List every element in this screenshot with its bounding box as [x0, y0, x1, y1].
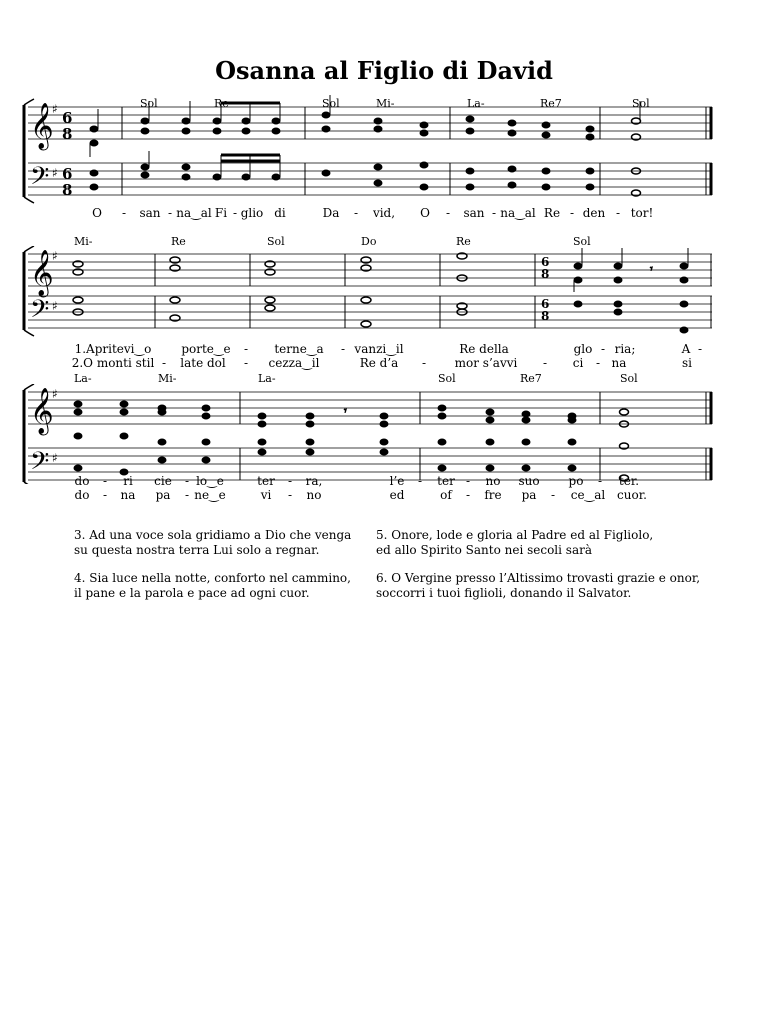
sharp-icon: ♯ — [52, 387, 58, 401]
lyric-syllable: fre — [484, 488, 502, 502]
lyric-syllable: po — [568, 474, 584, 488]
lyric-syllable: Fi — [214, 206, 228, 220]
verse-line: 4. Sia luce nella notte, conforto nel cammino, — [74, 571, 351, 585]
chord-symbol: Re7 — [540, 97, 562, 110]
page-title: Osanna al Figlio di David — [215, 56, 553, 85]
time-signature: 6 — [62, 109, 73, 127]
lyric-syllable: - — [167, 206, 173, 220]
lyric-syllable: ria; — [614, 342, 636, 356]
lyric-syllable: si — [682, 356, 692, 370]
chord-symbol: Sol — [140, 97, 158, 110]
verse-3 — [74, 528, 374, 558]
lyric-syllable: - — [600, 342, 606, 356]
lyric-syllable: - — [697, 342, 703, 356]
lyric-syllable: vi — [260, 488, 272, 502]
chord-symbol: Sol — [632, 97, 650, 110]
lyric-syllable: - — [353, 206, 359, 220]
chord-symbol: Do — [361, 235, 377, 248]
sharp-icon: ♯ — [52, 249, 58, 263]
lyric-syllable: ri — [123, 474, 133, 488]
lyric-syllable: - — [421, 356, 427, 370]
lyric-syllable: na — [120, 488, 136, 502]
lyric-syllable: - — [287, 474, 293, 488]
lyric-syllable: - — [445, 206, 451, 220]
lyric-syllable: - — [597, 474, 603, 488]
lyric-syllable: Re della — [459, 342, 509, 356]
lyric-syllable: O — [420, 206, 430, 220]
verse-line: 6. O Vergine presso l’Altissimo trovasti grazie e onor, — [376, 571, 701, 585]
sharp-icon: ♯ — [52, 166, 58, 180]
verse-line: ed allo Spirito Santo nei secoli sarà — [376, 543, 592, 557]
lyric-syllable: di — [274, 206, 286, 220]
chord-symbol: La- — [467, 97, 485, 110]
bass-staff — [28, 296, 712, 328]
chord-symbol: Re7 — [520, 372, 542, 385]
sharp-icon: ♯ — [52, 451, 58, 465]
lyric-syllable: - — [340, 342, 346, 356]
lyric-syllable: - — [465, 488, 471, 502]
verse-4 — [74, 571, 374, 601]
svg-text:8: 8 — [541, 309, 550, 323]
lyric-syllable: - — [615, 206, 621, 220]
chord-symbol: Sol — [620, 372, 638, 385]
lyric-syllable: - — [287, 488, 293, 502]
lyric-syllable: - — [542, 356, 548, 370]
lyric-syllable: A — [681, 342, 691, 356]
lyric-syllable: - — [121, 206, 127, 220]
lyric-syllable: no — [306, 488, 322, 502]
svg-text:𝄾: 𝄾 — [344, 406, 347, 417]
lyric-syllable: do — [74, 488, 90, 502]
lyric-syllable: ter — [437, 474, 455, 488]
lyric-syllable: lo‿e — [196, 474, 224, 488]
lyric-syllable: cezza‿il — [268, 356, 320, 370]
lyric-syllable: san — [463, 206, 485, 220]
chord-symbol: Sol — [438, 372, 456, 385]
lyric-syllable: porte‿e — [181, 342, 231, 356]
lyric-syllable: ter — [257, 474, 275, 488]
lyric-syllable: ra, — [305, 474, 323, 488]
treble-clef-icon: 𝄞 — [30, 388, 54, 434]
system-1-staves — [0, 95, 768, 205]
lyric-syllable: - — [184, 474, 190, 488]
lyric-syllable: glio — [240, 206, 264, 220]
lyric-syllable: cuor. — [617, 488, 647, 502]
lyric-syllable: O — [92, 206, 102, 220]
bass-staff — [28, 163, 712, 195]
lyric-syllable: terne‿a — [274, 342, 324, 356]
system-2-staves — [0, 246, 768, 346]
verse-5 — [376, 528, 676, 558]
treble-clef-icon: 𝄞 — [30, 103, 54, 149]
chord-symbol: La- — [74, 372, 92, 385]
chord-symbol: Sol — [573, 235, 591, 248]
lyric-syllable: l’e — [389, 474, 405, 488]
lyric-syllable: san — [139, 206, 161, 220]
time-signature — [541, 255, 549, 323]
time-signature: 8 — [62, 181, 73, 199]
lyric-syllable: Re — [543, 206, 561, 220]
verse-6 — [376, 571, 701, 601]
lyric-syllable: - — [161, 356, 167, 370]
lyric-syllable: ne‿e — [194, 488, 226, 502]
lyric-syllable: - — [184, 488, 190, 502]
verse-line: il pane e la parola e pace ad ogni cuor. — [74, 586, 310, 600]
lyric-syllable: - — [491, 206, 497, 220]
svg-text:𝄾: 𝄾 — [650, 264, 653, 275]
time-signature: 6 — [62, 165, 73, 183]
treble-staff — [28, 392, 712, 424]
verse-line: soccorri i tuoi figlioli, donando il Salvator. — [376, 586, 632, 600]
lyric-syllable: of — [440, 488, 452, 502]
bass-clef-icon: 𝄢 — [30, 162, 50, 197]
svg-text:8: 8 — [541, 267, 550, 281]
lyric-syllable: ed — [389, 488, 405, 502]
chord-symbol: Sol — [267, 235, 285, 248]
chord-symbol: Re — [171, 235, 186, 248]
lyric-syllable: - — [243, 342, 249, 356]
lyric-syllable: pa — [155, 488, 171, 502]
lyric-syllable: - — [569, 206, 575, 220]
chord-symbol: Re — [456, 235, 471, 248]
bass-notes — [90, 151, 641, 196]
chord-symbol: La- — [258, 372, 276, 385]
chord-symbol: Sol — [322, 97, 340, 110]
lyric-syllable: 2.O monti stil — [71, 356, 155, 370]
lyric-syllable: Da — [322, 206, 340, 220]
lyric-syllable: cie — [154, 474, 172, 488]
chord-symbol: Mi- — [74, 235, 93, 248]
lyric-syllable: - — [232, 206, 238, 220]
lyric-syllable: den — [582, 206, 606, 220]
bass-clef-icon: 𝄢 — [30, 447, 50, 482]
verse-line: 3. Ad una voce sola gridiamo a Dio che venga — [74, 528, 352, 542]
treble-notes — [74, 401, 629, 427]
lyric-syllable: tor! — [630, 206, 654, 220]
lyric-syllable: - — [550, 488, 556, 502]
chord-symbol: Re — [214, 97, 229, 110]
lyric-syllable: na — [611, 356, 627, 370]
lyric-syllable: - — [465, 474, 471, 488]
treble-notes — [73, 253, 467, 281]
treble-clef-icon: 𝄞 — [30, 250, 54, 296]
treble-staff — [28, 107, 712, 139]
verse-line: 5. Onore, lode e gloria al Padre ed al Figliolo, — [376, 528, 654, 542]
lyric-syllable: - — [102, 474, 108, 488]
lyric-syllable: pa — [521, 488, 537, 502]
lyric-syllable: 1.Apritevi‿o — [74, 342, 152, 356]
lyric-syllable: - — [595, 356, 601, 370]
time-signature: 8 — [62, 125, 73, 143]
lyric-syllable: Re d’a — [359, 356, 399, 370]
lyric-syllable: - — [243, 356, 249, 370]
verse-line: su questa nostra terra Lui solo a regnar. — [74, 543, 320, 557]
svg-text:6: 6 — [541, 297, 550, 311]
lyric-syllable: glo — [573, 342, 593, 356]
lyric-syllable: no — [485, 474, 501, 488]
lyric-syllable: suo — [518, 474, 540, 488]
svg-text:6: 6 — [541, 255, 550, 269]
sharp-icon: ♯ — [52, 299, 58, 313]
lyric-syllable: do — [74, 474, 90, 488]
system-3-staves — [0, 384, 768, 484]
sharp-icon: ♯ — [52, 102, 58, 116]
lyric-syllable: - — [417, 474, 423, 488]
lyric-syllable: late dol — [180, 356, 226, 370]
lyric-syllable: ter. — [618, 474, 640, 488]
lyric-syllable: na‿al — [500, 206, 536, 220]
chord-symbol: Mi- — [376, 97, 395, 110]
lyric-syllable: ci — [572, 356, 584, 370]
lyric-syllable: mor s’avvi — [454, 356, 518, 370]
lyric-syllable: na‿al — [176, 206, 212, 220]
lyric-syllable: - — [102, 488, 108, 502]
chord-symbol: Mi- — [158, 372, 177, 385]
lyric-syllable: vanzi‿il — [354, 342, 404, 356]
lyric-syllable: vid, — [372, 206, 396, 220]
bass-clef-icon: 𝄢 — [30, 295, 50, 330]
lyric-syllable: ce‿al — [570, 488, 606, 502]
